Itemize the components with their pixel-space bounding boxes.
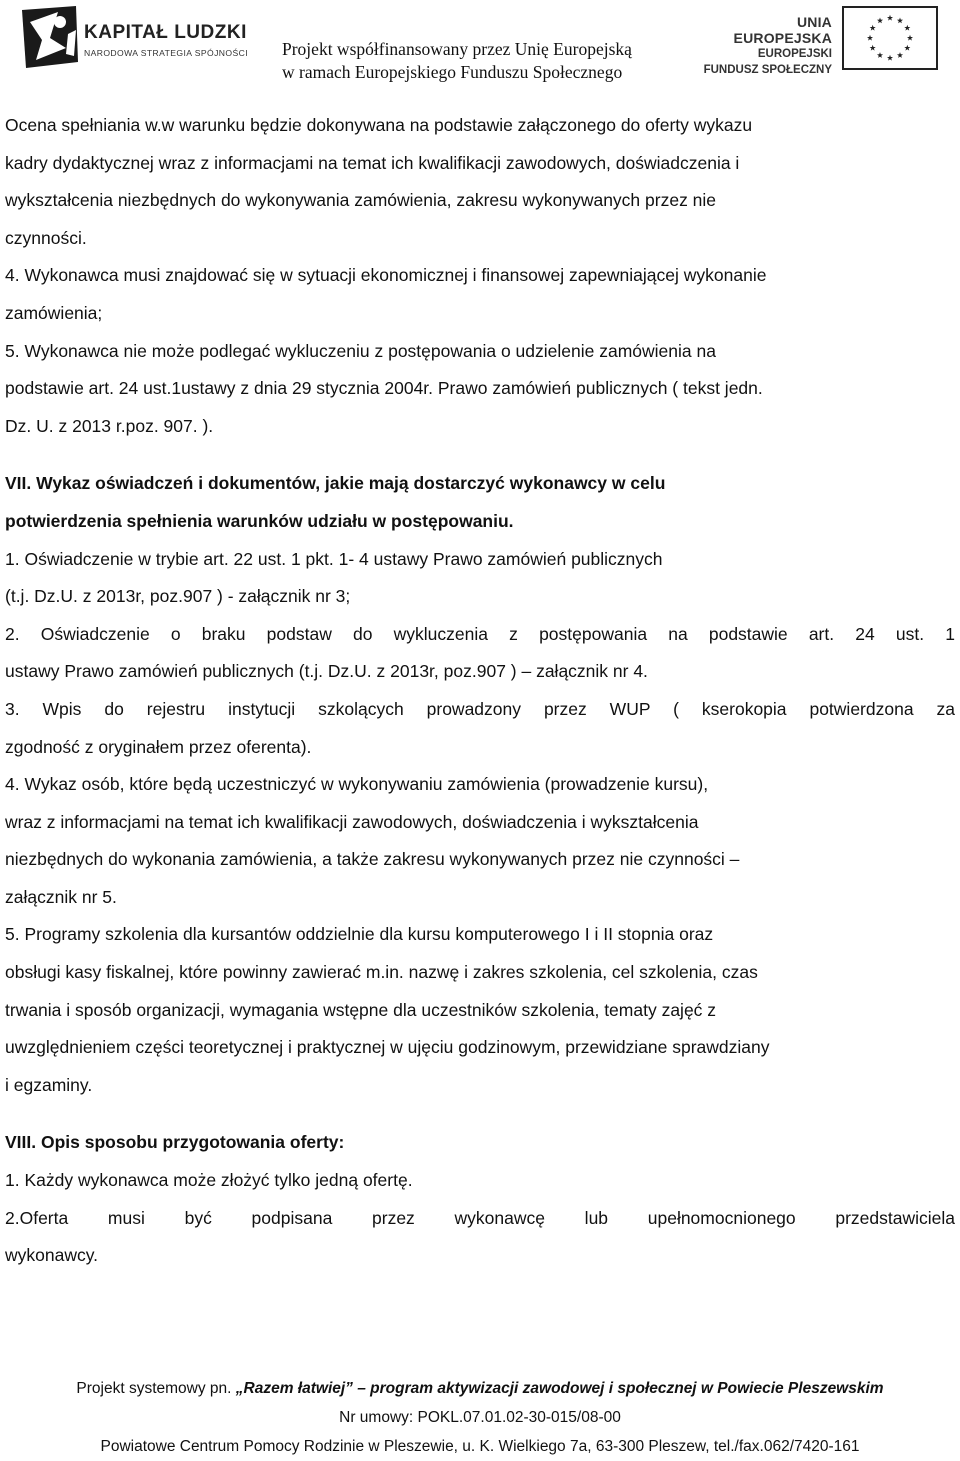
section-7-item-line: trwania i sposób organizacji, wymagania wstępne dla uczestników szkolenia, tematy zajęć z [5,999,717,1020]
body-text-line: podstawie art. 24 ust.1ustawy z dnia 29 stycznia 2004r. Prawo zamówień publicznych ( tekst jedn. [5,378,763,399]
section-7-item-line: zgodność z oryginałem przez oferenta). [5,736,312,757]
body-text-line: 5. Wykonawca nie może podlegać wykluczeniu z postępowania o udzielenie zamówienia na [5,340,716,361]
section-8-item-line: wykonawcy. [5,1245,99,1266]
section-7-item-line: (t.j. Dz.U. z 2013r, poz.907 ) - załącznik nr 3; [5,586,351,607]
eu-flag-icon [842,6,938,70]
section-7-item-line: załącznik nr 5. [5,886,117,907]
body-text-line: 4. Wykonawca musi znajdować się w sytuacji ekonomicznej i finansowej zapewniającej wykonanie [5,265,767,286]
kl-title: KAPITAŁ LUDZKI [84,22,247,43]
project-cofinancing-note [282,38,632,84]
section-7-item-line: 2. Oświadczenie o braku podstaw do wykluczenia z postępowania na podstawie art. 24 ust. 1 [5,623,955,644]
document-body [5,107,955,1275]
ue-line-2: EUROPEJSKI [757,48,832,60]
body-text-line: zamówienia; [5,302,103,323]
ue-text-block [700,14,832,78]
body-text-line: czynności. [5,227,87,248]
ue-line-1: UNIA EUROPEJSKA [733,14,832,46]
footer-project-prefix: Projekt systemowy pn. [76,1380,232,1397]
section-7-title-line-1: VII. Wykaz oświadczeń i dokumentów, jakie mają dostarczyć wykonawcy w celu [5,473,666,494]
section-7-item-line: niezbędnych do wykonania zamówienia, a także zakresu wykonywanych przez nie czynności – [5,849,740,870]
section-7-item-line: wraz z informacjami na temat ich kwalifikacji zawodowych, doświadczenia i wykształcenia [5,811,699,832]
section-7-item-line: obsługi kasy fiskalnej, które powinny zawierać m.in. nazwę i zakres szkolenia, cel szkolenia, czas [5,962,758,983]
page-header [0,0,960,100]
ue-line-3: FUNDUSZ SPOŁECZNY [703,64,832,76]
project-line-2: w ramach Europejskiego Funduszu Społecznego [282,62,623,82]
body-text-line: Ocena spełniania w.w warunku będzie dokonywana na podstawie załączonego do oferty wykazu [5,115,753,135]
footer-contract-number: Nr umowy: POKL.07.01.02-30-015/08-00 [339,1409,621,1426]
section-8-title: VIII. Opis sposobu przygotowania oferty: [5,1132,345,1153]
body-text-line: wykształcenia niezbędnych do wykonywania zamówienia, zakresu wykonywanych przez nie [5,190,717,211]
section-8-item-line: 2.Oferta musi być podpisana przez wykonawcę lub upełnomocnionego przedstawiciela [5,1207,955,1228]
section-7-item-line: i egzaminy. [5,1074,93,1095]
page-footer [0,1374,960,1461]
section-7-title-line-2: potwierdzenia spełnienia warunków udziału w postępowaniu. [5,510,514,531]
project-line-1: Projekt współfinansowany przez Unię Europejską [282,39,632,59]
footer-address: Powiatowe Centrum Pomocy Rodzinie w Pleszewie, u. K. Wielkiego 7a, 63-300 Pleszew, tel./fax.062/7420-161 [100,1438,860,1455]
body-text-line: Dz. U. z 2013 r.poz. 907. ). [5,415,214,436]
body-text-line: kadry dydaktycznej wraz z informacjami na temat ich kwalifikacji zawodowych, doświadczenia i [5,152,740,173]
section-7-item-line: 3. Wpis do rejestru instytucji szkolących prowadzony przez WUP ( kserokopia potwierdzona za [5,698,955,719]
footer-line-1 [0,1374,960,1403]
section-7-item-line: 5. Programy szkolenia dla kursantów oddzielnie dla kursu komputerowego I i II stopnia oraz [5,924,714,945]
section-8-list [5,1162,955,1275]
section-7-item-line: 4. Wykaz osób, które będą uczestniczyć w wykonywaniu zamówienia (prowadzenie kursu), [5,774,709,795]
section-7-item-line: ustawy Prawo zamówień publicznych (t.j. Dz.U. z 2013r, poz.907 ) – załącznik nr 4. [5,661,648,682]
section-7-item-line: uwzględnieniem części teoretycznej i praktycznej w ujęciu godzinowym, przewidziane sprawdziany [5,1037,770,1058]
footer-project-title: „Razem łatwiej” – program aktywizacji zawodowej i społecznej w Powiecie Pleszewskim [235,1380,884,1397]
section-8-item-line: 1. Każdy wykonawca może złożyć tylko jedną ofertę. [5,1170,413,1191]
section-7-item-line: 1. Oświadczenie w trybie art. 22 ust. 1 pkt. 1- 4 ustawy Prawo zamówień publicznych [5,548,663,569]
section-7-list [5,541,955,1105]
kl-subtitle: NARODOWA STRATEGIA SPÓJNOŚCI [84,48,248,58]
paragraph-requirements [5,107,955,445]
